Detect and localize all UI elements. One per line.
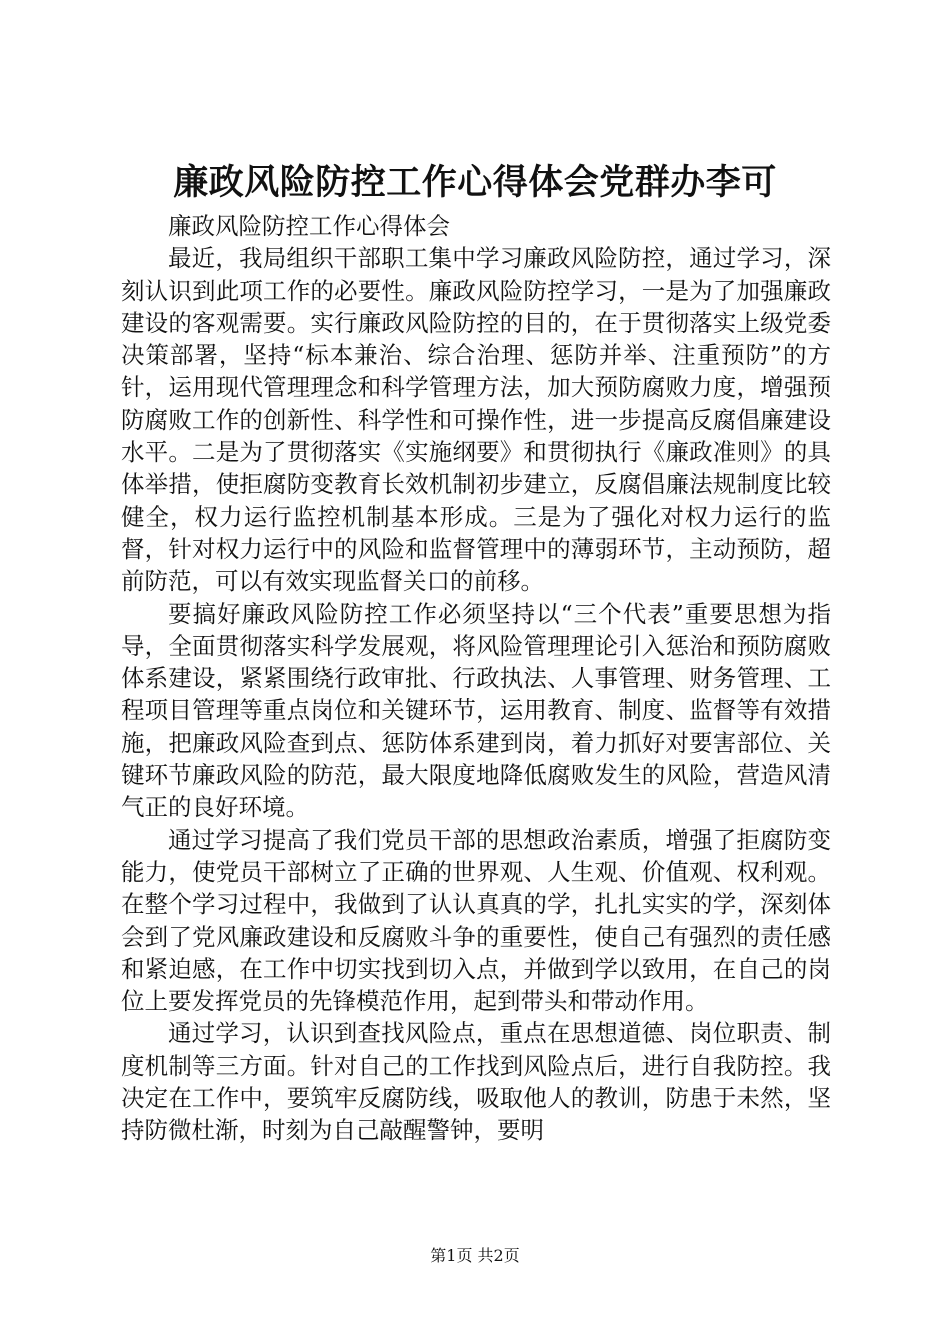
document-body xyxy=(121,210,831,1147)
paragraph: 通过学习提高了我们党员干部的思想政治素质，增强了拒腐防变能力，使党员干部树立了正确的世界观、人生观、价值观、权利观。在整个学习过程中，我做到了认认真真的学，扎扎实实的学，深刻体会到了党风廉政建设和反腐败斗争的重要性，使自己有强烈的责任感和紧迫感，在工作中切实找到切入点，并做到学以致用，在自己的岗位上要发挥党员的先锋模范作用，起到带头和带动作用。 xyxy=(121,825,831,1016)
paragraph: 最近，我局组织干部职工集中学习廉政风险防控，通过学习，深刻认识到此项工作的必要性。廉政风险防控学习，一是为了加强廉政建设的客观需要。实行廉政风险防控的目的，在于贯彻落实上级党委决策部署，坚持“标本兼治、综合治理、惩防并举、注重预防”的方针，运用现代管理理念和科学管理方法，加大预防腐败力度，增强预防腐败工作的创新性、科学性和可操作性，进一步提高反腐倡廉建设水平。二是为了贯彻落实《实施纲要》和贯彻执行《廉政准则》的具体举措，使拒腐防变教育长效机制初步建立，反腐倡廉法规制度比较健全，权力运行监控机制基本形成。三是为了强化对权力运行的监督，针对权力运行中的风险和监督管理中的薄弱环节，主动预防，超前防范，可以有效实现监督关口的前移。 xyxy=(121,244,831,596)
paragraph-subtitle: 廉政风险防控工作心得体会 xyxy=(168,212,450,240)
document-title: 廉政风险防控工作心得体会党群办李可 xyxy=(173,162,777,203)
paragraph: 要搞好廉政风险防控工作必须坚持以“三个代表”重要思想为指导，全面贯彻落实科学发展观，将风险管理理论引入惩治和预防腐败体系建设，紧紧围绕行政审批、行政执法、人事管理、财务管理、工程项目管理等重点岗位和关键环节，运用教育、制度、监督等有效措施，把廉政风险查到点、惩防体系建到岗，着力抓好对要害部位、关键环节廉政风险的防范，最大限度地降低腐败发生的风险，营造风清气正的良好环境。 xyxy=(121,599,831,822)
page-number-footer: 第1页 共2页 xyxy=(430,1246,520,1265)
paragraph: 通过学习，认识到查找风险点，重点在思想道德、岗位职责、制度机制等三方面。针对自己的工作找到风险点后，进行自我防控。我决定在工作中，要筑牢反腐防线，吸取他人的教训，防患于未然，坚持防微杜渐，时刻为自己敲醒警钟，要明 xyxy=(121,1019,831,1145)
